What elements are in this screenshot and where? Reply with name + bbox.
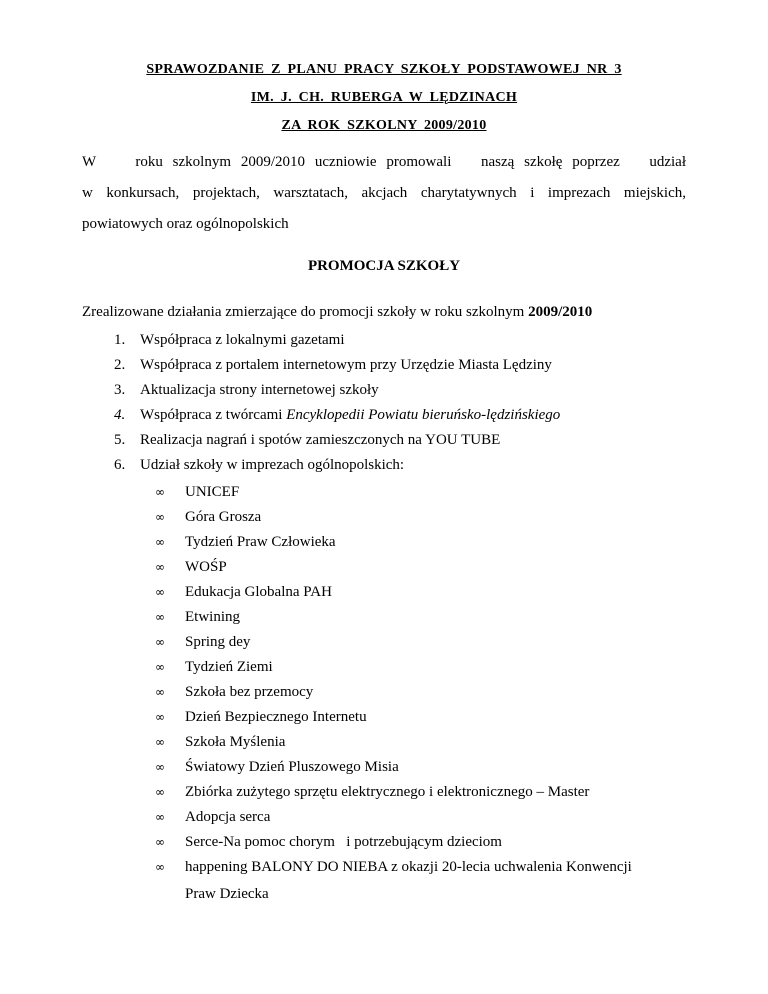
document-title-line-2: IM. J. CH. RUBERGA W LĘDZINACH (250, 90, 518, 105)
bullet-text: Etwining (185, 609, 240, 625)
bullet-text: UNICEF (185, 484, 240, 500)
infinity-bullet-icon: ∞ (155, 760, 165, 774)
item-number: 2. (114, 357, 126, 373)
item-number: 5. (114, 432, 126, 448)
item-text: Udział szkoły w imprezach ogólnopolskich: (140, 457, 405, 473)
numbered-item (114, 382, 379, 399)
document-title-line-3: ZA ROK SZKOLNY 2009/2010 (281, 118, 487, 133)
item-number: 3. (114, 382, 126, 398)
infinity-bullet-icon: ∞ (155, 560, 165, 574)
bullet-item (155, 559, 227, 576)
infinity-bullet-icon: ∞ (155, 610, 165, 624)
numbered-item (114, 407, 560, 424)
intro-line-1: W roku szkolnym 2009/2010 uczniowie promowali naszą szkołę poprzez udział (82, 154, 686, 170)
intro-line-3: powiatowych oraz ogólnopolskich (82, 216, 289, 232)
infinity-bullet-icon: ∞ (155, 860, 165, 874)
bullet-text: Góra Grosza (185, 509, 262, 525)
bullet-item (155, 784, 589, 801)
bullet-item (155, 809, 270, 826)
document-title-line-1: SPRAWOZDANIE Z PLANU PRACY SZKOŁY PODSTAWOWEJ NR 3 (146, 62, 622, 77)
item-italic-text: Encyklopedii Powiatu bieruńsko-lędzińskiego (286, 407, 561, 423)
item-text: Współpraca z twórcami (140, 407, 287, 423)
bullet-item (155, 634, 250, 651)
infinity-bullet-icon: ∞ (155, 535, 165, 549)
infinity-bullet-icon: ∞ (155, 635, 165, 649)
item-text: Współpraca z portalem internetowym przy Urzędzie Miasta Lędziny (140, 357, 552, 373)
bullet-item (155, 659, 273, 676)
bullet-item (155, 759, 399, 776)
bullet-text: Edukacja Globalna PAH (185, 584, 332, 600)
bullet-text: Światowy Dzień Pluszowego Misia (185, 759, 399, 775)
section-intro-text: Zrealizowane działania zmierzające do promocji szkoły w roku szkolnym (82, 304, 529, 320)
infinity-bullet-icon: ∞ (155, 585, 165, 599)
section-intro (82, 297, 686, 327)
numbered-item (114, 432, 500, 449)
infinity-bullet-icon: ∞ (155, 810, 165, 824)
bullet-text: Tydzień Ziemi (185, 659, 273, 675)
section-intro-year: 2009/2010 (528, 304, 593, 320)
bullet-text: Tydzień Praw Człowieka (185, 534, 336, 550)
infinity-bullet-icon: ∞ (155, 835, 165, 849)
bullet-text: happening BALONY DO NIEBA z okazji 20-lecia uchwalenia Konwencji (185, 859, 632, 875)
bullet-text: Zbiórka zużytego sprzętu elektrycznego i elektronicznego – Master (185, 784, 590, 800)
infinity-bullet-icon: ∞ (155, 485, 165, 499)
bullet-item (155, 734, 285, 751)
bullet-text: Szkoła Myślenia (185, 734, 286, 750)
bullet-item (155, 859, 632, 876)
bullet-item (155, 609, 240, 626)
bullet-text: Adopcja serca (185, 809, 271, 825)
item-text: Aktualizacja strony internetowej szkoły (140, 382, 379, 398)
infinity-bullet-icon: ∞ (155, 785, 165, 799)
bullet-continuation: Praw Dziecka (185, 886, 269, 902)
bullet-item (155, 534, 336, 551)
bullet-item (155, 484, 239, 501)
infinity-bullet-icon: ∞ (155, 660, 165, 674)
bullet-text: Serce-Na pomoc chorym i potrzebującym dzieciom (185, 834, 502, 850)
item-number: 6. (114, 457, 126, 473)
section-heading: PROMOCJA SZKOŁY (307, 258, 461, 274)
bullet-item (155, 509, 261, 526)
bullet-item (155, 584, 332, 601)
infinity-bullet-icon: ∞ (155, 510, 165, 524)
infinity-bullet-icon: ∞ (155, 710, 165, 724)
item-text: Realizacja nagrań i spotów zamieszczonych na YOU TUBE (140, 432, 501, 448)
item-number: 1. (114, 332, 126, 348)
numbered-item (114, 332, 345, 349)
numbered-item (114, 457, 404, 474)
bullet-text: Szkoła bez przemocy (185, 684, 314, 700)
numbered-item (114, 357, 552, 374)
bullet-text: WOŚP (185, 559, 227, 575)
infinity-bullet-icon: ∞ (155, 685, 165, 699)
infinity-bullet-icon: ∞ (155, 735, 165, 749)
bullet-text: Dzień Bezpiecznego Internetu (185, 709, 367, 725)
bullet-item (155, 684, 313, 701)
intro-line-2: w konkursach, projektach, warsztatach, akcjach charytatywnych i imprezach miejskich, (82, 185, 686, 201)
item-text: Współpraca z lokalnymi gazetami (140, 332, 345, 348)
bullet-item (155, 834, 502, 851)
bullet-item (155, 709, 367, 726)
item-number: 4. (114, 407, 126, 423)
bullet-text: Spring dey (185, 634, 251, 650)
